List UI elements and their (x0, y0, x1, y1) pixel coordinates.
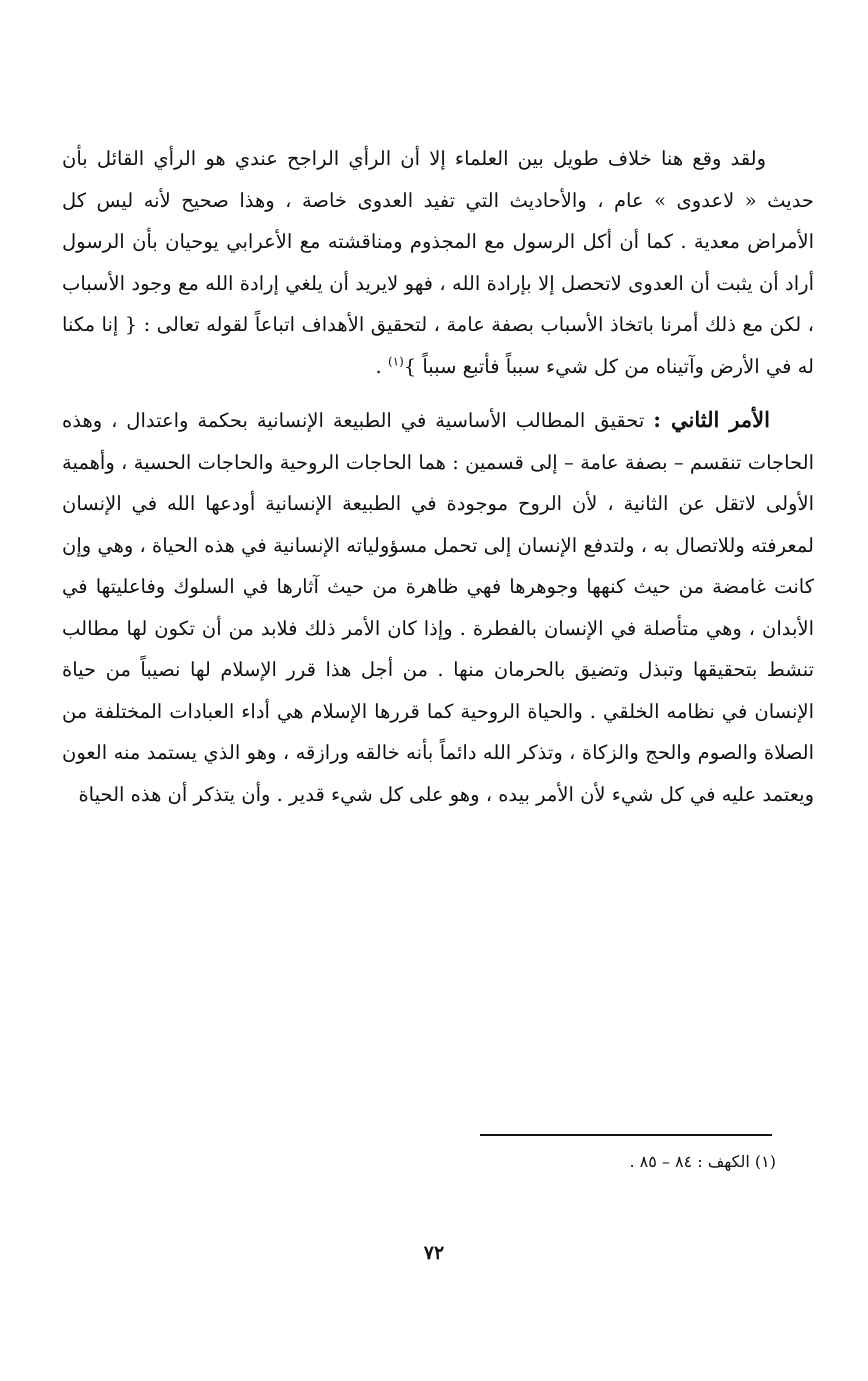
footnote: (١) الكهف : ٨٤ – ٨٥ . (629, 1152, 776, 1171)
paragraph-2-text: تحقيق المطالب الأساسية في الطبيعة الإنسانية بحكمة واعتدال ، وهذه الحاجات تنقسم – بصفة عامة – إلى قسمين : هما الحاجات الروحية والحاجات الحسية ، وأهمية الأولى لاتقل عن الثانية ، لأن الروح موجودة في الطبيعة الإنسانية أودعها الله في الإنسان لمعرفته وللاتصال به ، ولتدفع الإنسان إلى تحمل مسؤولياته الإنسانية في هذه الحياة ، وهي وإن كانت غامضة من حيث كنهها وجوهرها فهي ظاهرة من حيث آثارها في السلوك وفاعليتها في الأبدان ، وهي متأصلة في الإنسان بالفطرة . وإذا كان الأمر ذلك فلابد من أن تكون لها مطالب تنشط بتحقيقها وتبذل وتضيق بالحرمان منها . من أجل هذا قرر الإسلام لها نصيباً من حياة الإنسان في نظامه الخلقي . والحياة الروحية كما قررها الإسلام هي أداء العبادات المختلفة من الصلاة والصوم والحج والزكاة ، وتذكر الله دائماً بأنه خالقه ورازقه ، وهو الذي يستمد منه العون ويعتمد عليه في كل شيء لأن الأمر بيده ، وهو على كل شيء قدير . وأن يتذكر أن هذه الحياة (62, 409, 814, 806)
page-number: ٧٢ (423, 1242, 445, 1264)
footnote-divider (480, 1134, 772, 1136)
paragraph-2-heading: الأمر الثاني : (653, 407, 770, 432)
paragraph-1-text: ولقد وقع هنا خلاف طويل بين العلماء إلا أن الرأي الراجح عندي هو الرأي القائل بأن حديث « لاعدوى » عام ، والأحاديث التي تفيد العدوى خاصة ، وهذا صحيح لأنه ليس كل الأمراض معدية . كما أن أكل الرسول مع المجذوم ومناقشته مع الأعرابي يوحيان بأن الرسول أراد أن يثبت أن العدوى لاتحصل إلا بإرادة الله ، فهو لايريد أن يلغي إرادة الله مع وجود الأسباب ، لكن مع ذلك أمرنا باتخاذ الأسباب بصفة عامة ، لتحقيق الأهداف اتباعاً لقوله تعالى : { إنا مكنا له في الأرض وآتيناه من كل شيء سبباً فأتبع سبباً } (62, 147, 814, 378)
paragraph-1 (62, 138, 814, 387)
paragraph-1-end: . (375, 354, 388, 378)
main-text (62, 138, 814, 815)
footnote-reference: (١) (387, 354, 404, 368)
paragraph-2 (62, 399, 814, 815)
